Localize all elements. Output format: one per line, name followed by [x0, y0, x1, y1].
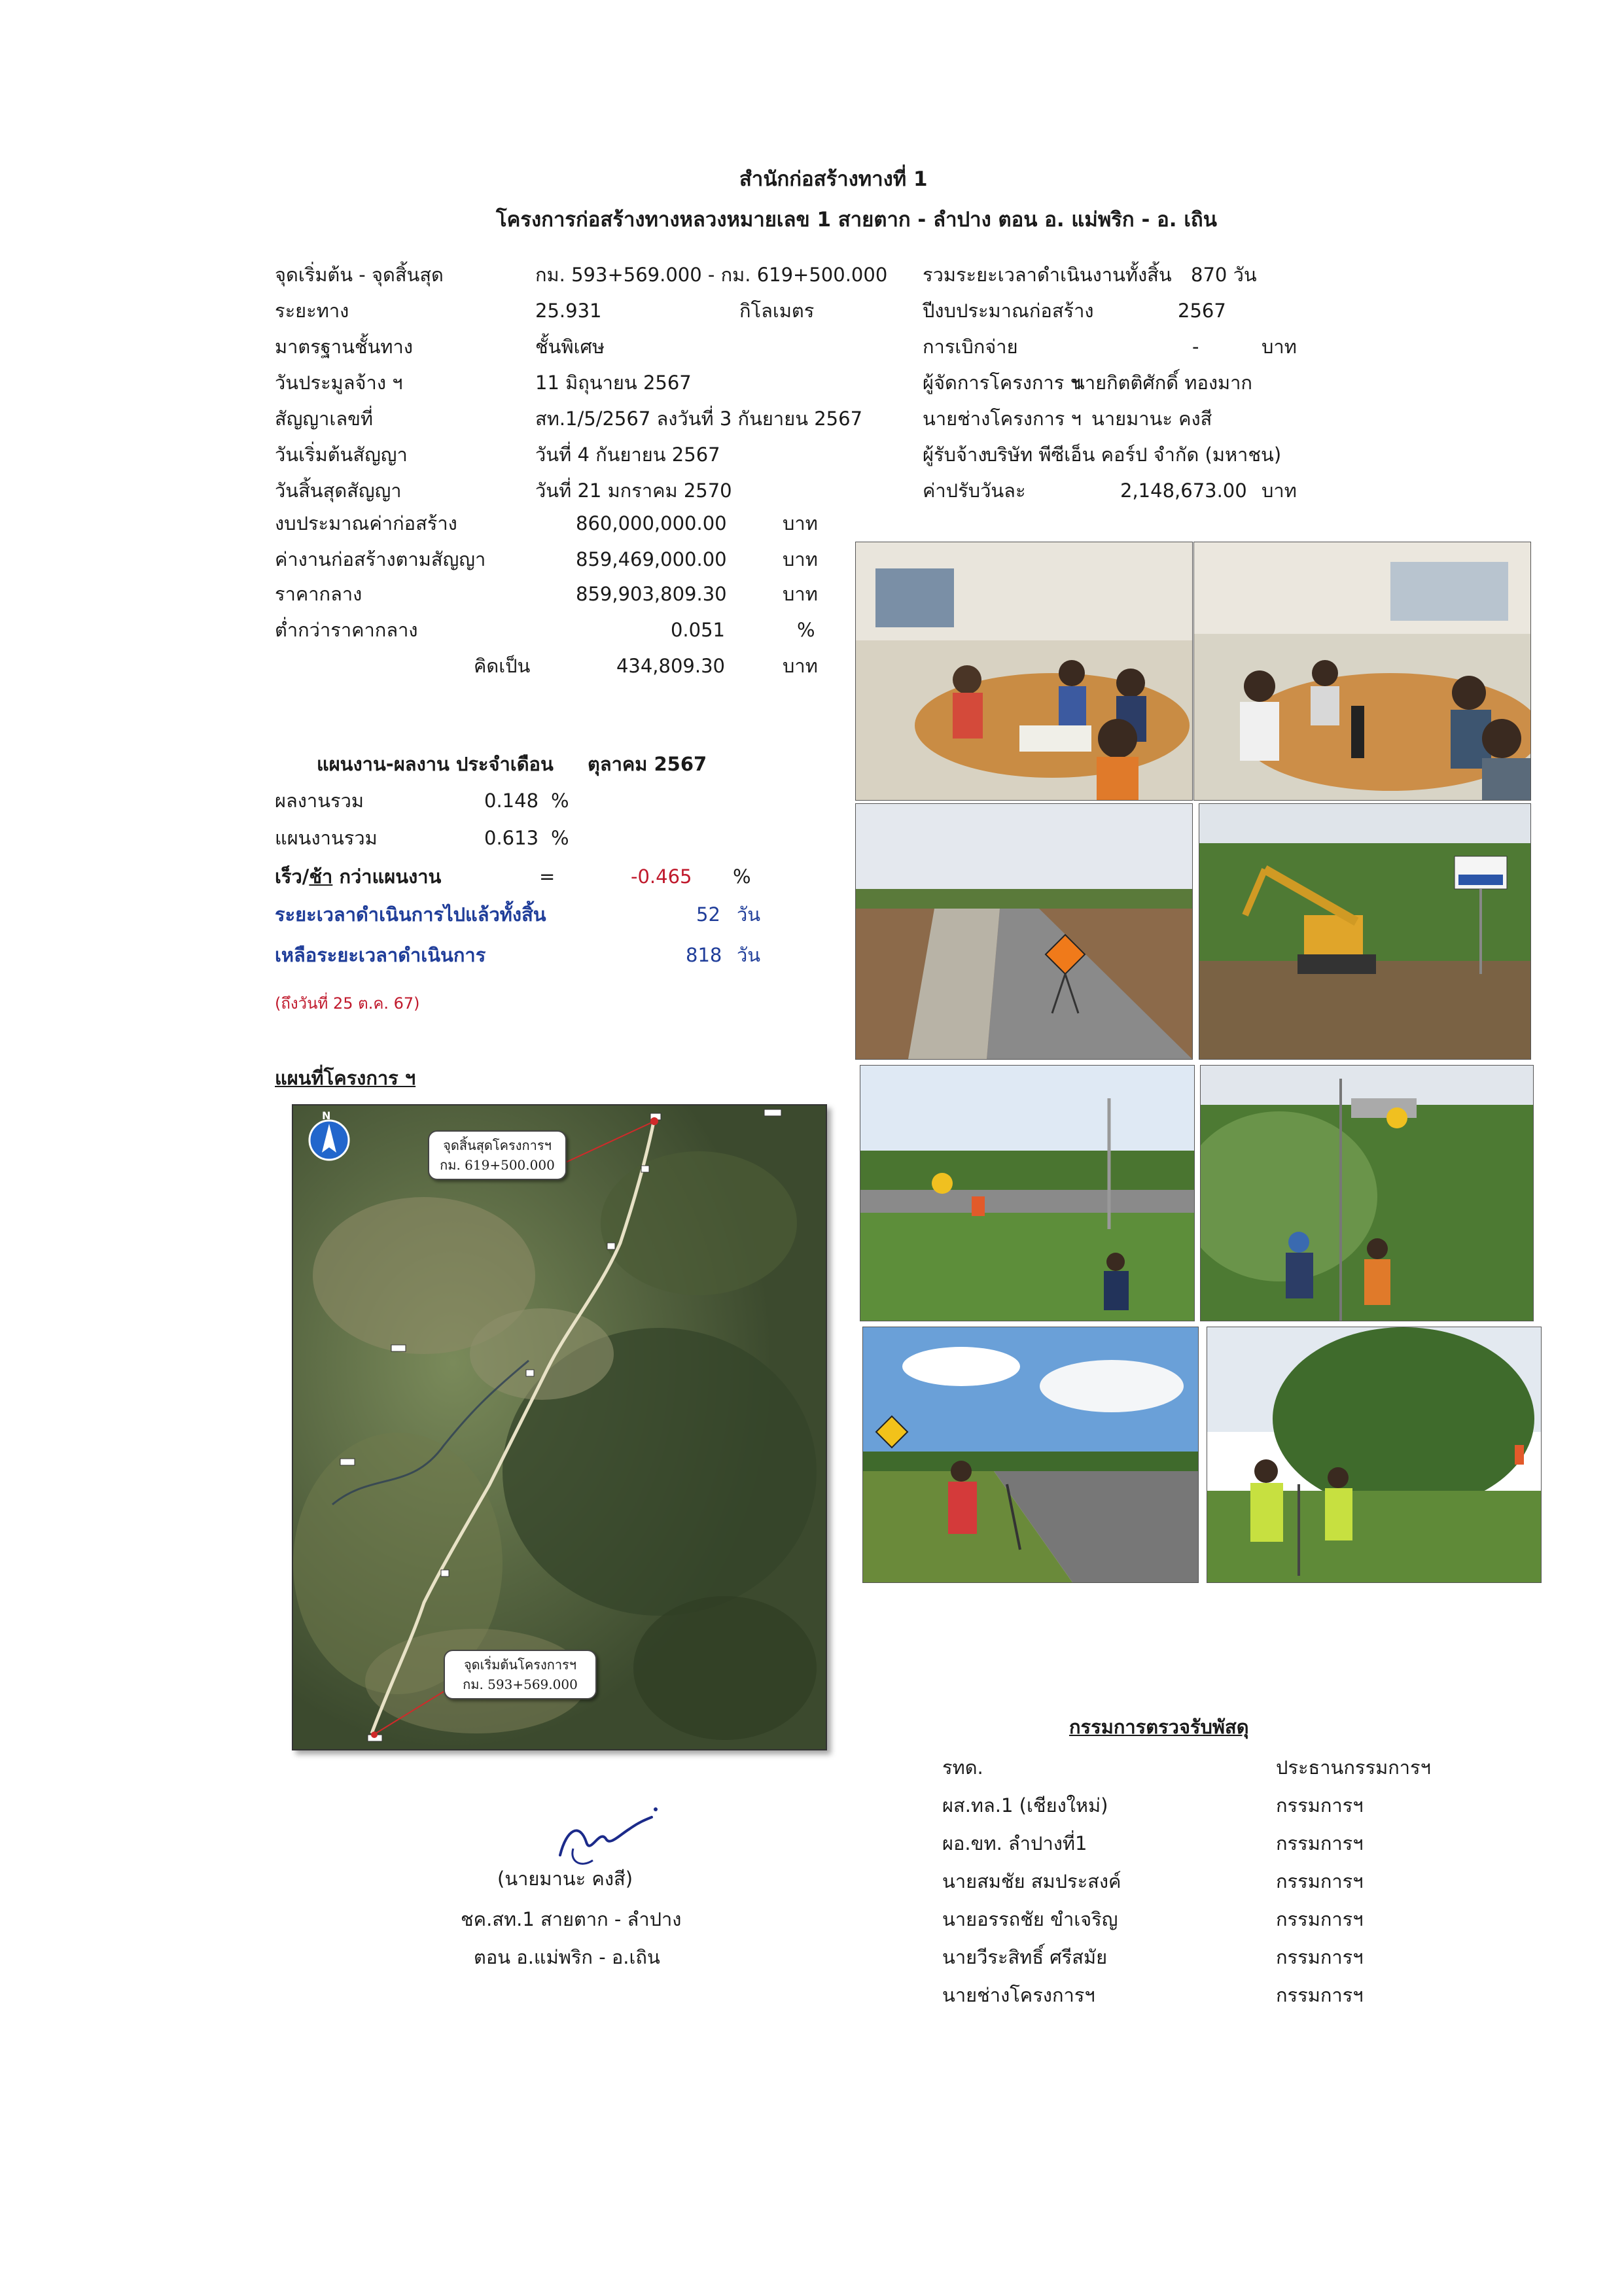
right-info-value: นายกิตติศักดิ์ ทองมาก	[1072, 372, 1252, 394]
project-map	[292, 1104, 827, 1750]
info-value: กม. 593+569.000 - กม. 619+500.000	[535, 264, 888, 286]
map-heading: แผนที่โครงการ ฯ	[275, 1067, 416, 1089]
right-info-label: ค่าปรับวันละ	[923, 479, 1026, 502]
committee-heading: กรรมการตรวจรับพัสดุ	[1069, 1716, 1249, 1738]
budget-percent-value: 434,809.30	[616, 655, 725, 677]
end-point-callout: จุดสิ้นสุดโครงการฯ กม. 619+500.000	[428, 1130, 567, 1180]
remain-value: 818	[686, 944, 722, 966]
info-label: สัญญาเลขที่	[275, 408, 374, 430]
budget-label: ต่ำกว่าราคากลาง	[275, 619, 418, 641]
diff-value: -0.465	[631, 865, 692, 888]
plan-unit: %	[551, 827, 569, 849]
remain-unit: วัน	[737, 944, 761, 966]
progress-heading: แผนงาน-ผลงาน ประจำเดือน	[317, 753, 554, 775]
result-unit: %	[551, 790, 569, 812]
meeting-photo-1	[855, 542, 1193, 801]
diff-label: เร็ว/ช้า กว่าแผนงาน	[275, 865, 442, 888]
info-label: วันสิ้นสุดสัญญา	[275, 479, 402, 502]
right-info-value: 870 วัน	[1191, 264, 1257, 286]
committee-member-role: กรรมการฯ	[1276, 1946, 1364, 1968]
plan-value: 0.613	[484, 827, 539, 849]
survey-photo-1	[860, 1065, 1195, 1321]
budget-percent-unit: บาท	[783, 655, 818, 677]
equals-sign: =	[539, 865, 556, 888]
result-label: ผลงานรวม	[275, 790, 364, 812]
budget-unit: บาท	[783, 512, 818, 534]
info-value: วันที่ 21 มกราคม 2570	[535, 479, 732, 502]
signer-name: (นายมานะ คงสี)	[497, 1868, 633, 1890]
budget-unit: %	[797, 619, 815, 641]
right-info-unit: บาท	[1262, 479, 1297, 502]
right-info-value: 2,148,673.00	[1120, 479, 1247, 502]
elapsed-label: ระยะเวลาดำเนินการไปแล้วทั้งสิ้น	[275, 903, 546, 926]
budget-unit: บาท	[783, 583, 818, 605]
budget-label: ค่างานก่อสร้างตามสัญญา	[275, 548, 486, 570]
right-info-label: ผู้รับจ้าง	[923, 444, 987, 466]
right-info-value: 2567	[1178, 300, 1226, 322]
as-of-date: (ถึงวันที่ 25 ต.ค. 67)	[275, 994, 420, 1013]
office-title: สำนักก่อสร้างทางที่ 1	[739, 167, 928, 191]
result-value: 0.148	[484, 790, 539, 812]
committee-member-role: กรรมการฯ	[1276, 1984, 1364, 2006]
info-value: ชั้นพิเศษ	[535, 336, 605, 358]
budget-label: ราคากลาง	[275, 583, 362, 605]
info-value: สท.1/5/2567 ลงวันที่ 3 กันยายน 2567	[535, 408, 863, 430]
progress-month: ตุลาคม 2567	[588, 753, 707, 775]
info-label: วันเริ่มต้นสัญญา	[275, 444, 408, 466]
remain-label: เหลือระยะเวลาดำเนินการ	[275, 944, 486, 966]
north-arrow-icon	[308, 1119, 351, 1162]
info-label: จุดเริ่มต้น - จุดสิ้นสุด	[275, 264, 444, 286]
right-info-label: การเบิกจ่าย	[923, 336, 1018, 358]
info-value: 11 มิถุนายน 2567	[535, 372, 692, 394]
right-info-label: ผู้จัดการโครงการ ฯ	[923, 372, 1081, 394]
info-value: วันที่ 4 กันยายน 2567	[535, 444, 720, 466]
committee-member-role: กรรมการฯ	[1276, 1870, 1364, 1892]
diff-unit: %	[733, 865, 751, 888]
right-info-label: ปีงบประมาณก่อสร้าง	[923, 300, 1094, 322]
budget-value: 860,000,000.00	[576, 512, 727, 534]
committee-member-name: นายวีระสิทธิ์ ศรีสมัย	[942, 1946, 1108, 1968]
north-label: N	[322, 1109, 331, 1122]
road-survey-photo	[862, 1327, 1199, 1583]
committee-member-name: ผส.ทล.1 (เชียงใหม่)	[942, 1794, 1108, 1817]
committee-member-name: รทด.	[942, 1756, 983, 1779]
info-unit: กิโลเมตร	[739, 300, 815, 322]
committee-member-role: ประธานกรรมการฯ	[1276, 1756, 1431, 1779]
budget-value: 859,469,000.00	[576, 548, 727, 570]
budget-percent-label: คิดเป็น	[474, 655, 531, 677]
budget-value: 0.051	[670, 619, 725, 641]
signer-position: ชค.สท.1 สายตาก - ลำปาง	[461, 1908, 682, 1930]
plan-label: แผนงานรวม	[275, 827, 378, 849]
committee-member-role: กรรมการฯ	[1276, 1794, 1364, 1817]
committee-member-role: กรรมการฯ	[1276, 1908, 1364, 1930]
survey-photo-3	[1207, 1327, 1542, 1583]
excavator-photo	[1199, 803, 1531, 1060]
right-info-label: รวมระยะเวลาดำเนินงานทั้งสิ้น	[923, 264, 1172, 286]
right-info-value: -	[1192, 336, 1199, 358]
committee-member-name: นายช่างโครงการฯ	[942, 1984, 1095, 2006]
signer-section: ตอน อ.แม่พริก - อ.เถิน	[474, 1946, 660, 1968]
project-title: โครงการก่อสร้างทางหลวงหมายเลข 1 สายตาก - ลำปาง ตอน อ. แม่พริก - อ. เถิน	[496, 208, 1217, 232]
handwritten-signature	[547, 1803, 658, 1875]
right-info-value: บริษัท พีซีเอ็น คอร์ป จำกัด (มหาชน)	[985, 444, 1282, 466]
survey-photo-2	[1200, 1065, 1534, 1321]
elapsed-unit: วัน	[737, 903, 761, 926]
budget-unit: บาท	[783, 548, 818, 570]
committee-member-name: นายอรรถชัย ขำเจริญ	[942, 1908, 1118, 1930]
committee-member-role: กรรมการฯ	[1276, 1832, 1364, 1854]
committee-member-name: ผอ.ขท. ลำปางที่1	[942, 1832, 1087, 1854]
info-label: วันประมูลจ้าง ฯ	[275, 372, 403, 394]
info-label: มาตรฐานชั้นทาง	[275, 336, 413, 358]
committee-member-name: นายสมชัย สมประสงค์	[942, 1870, 1121, 1892]
info-label: ระยะทาง	[275, 300, 349, 322]
info-value: 25.931	[535, 300, 602, 322]
budget-value: 859,903,809.30	[576, 583, 727, 605]
right-info-label: นายช่างโครงการ ฯ	[923, 408, 1082, 430]
budget-label: งบประมาณค่าก่อสร้าง	[275, 512, 457, 534]
start-point-callout: จุดเริ่มต้นโครงการฯ กม. 593+569.000	[444, 1650, 597, 1699]
elapsed-value: 52	[696, 903, 720, 926]
meeting-photo-2	[1193, 542, 1531, 801]
right-info-value: นายมานะ คงสี	[1091, 408, 1212, 430]
road-site-photo	[855, 803, 1193, 1060]
right-info-unit: บาท	[1262, 336, 1297, 358]
